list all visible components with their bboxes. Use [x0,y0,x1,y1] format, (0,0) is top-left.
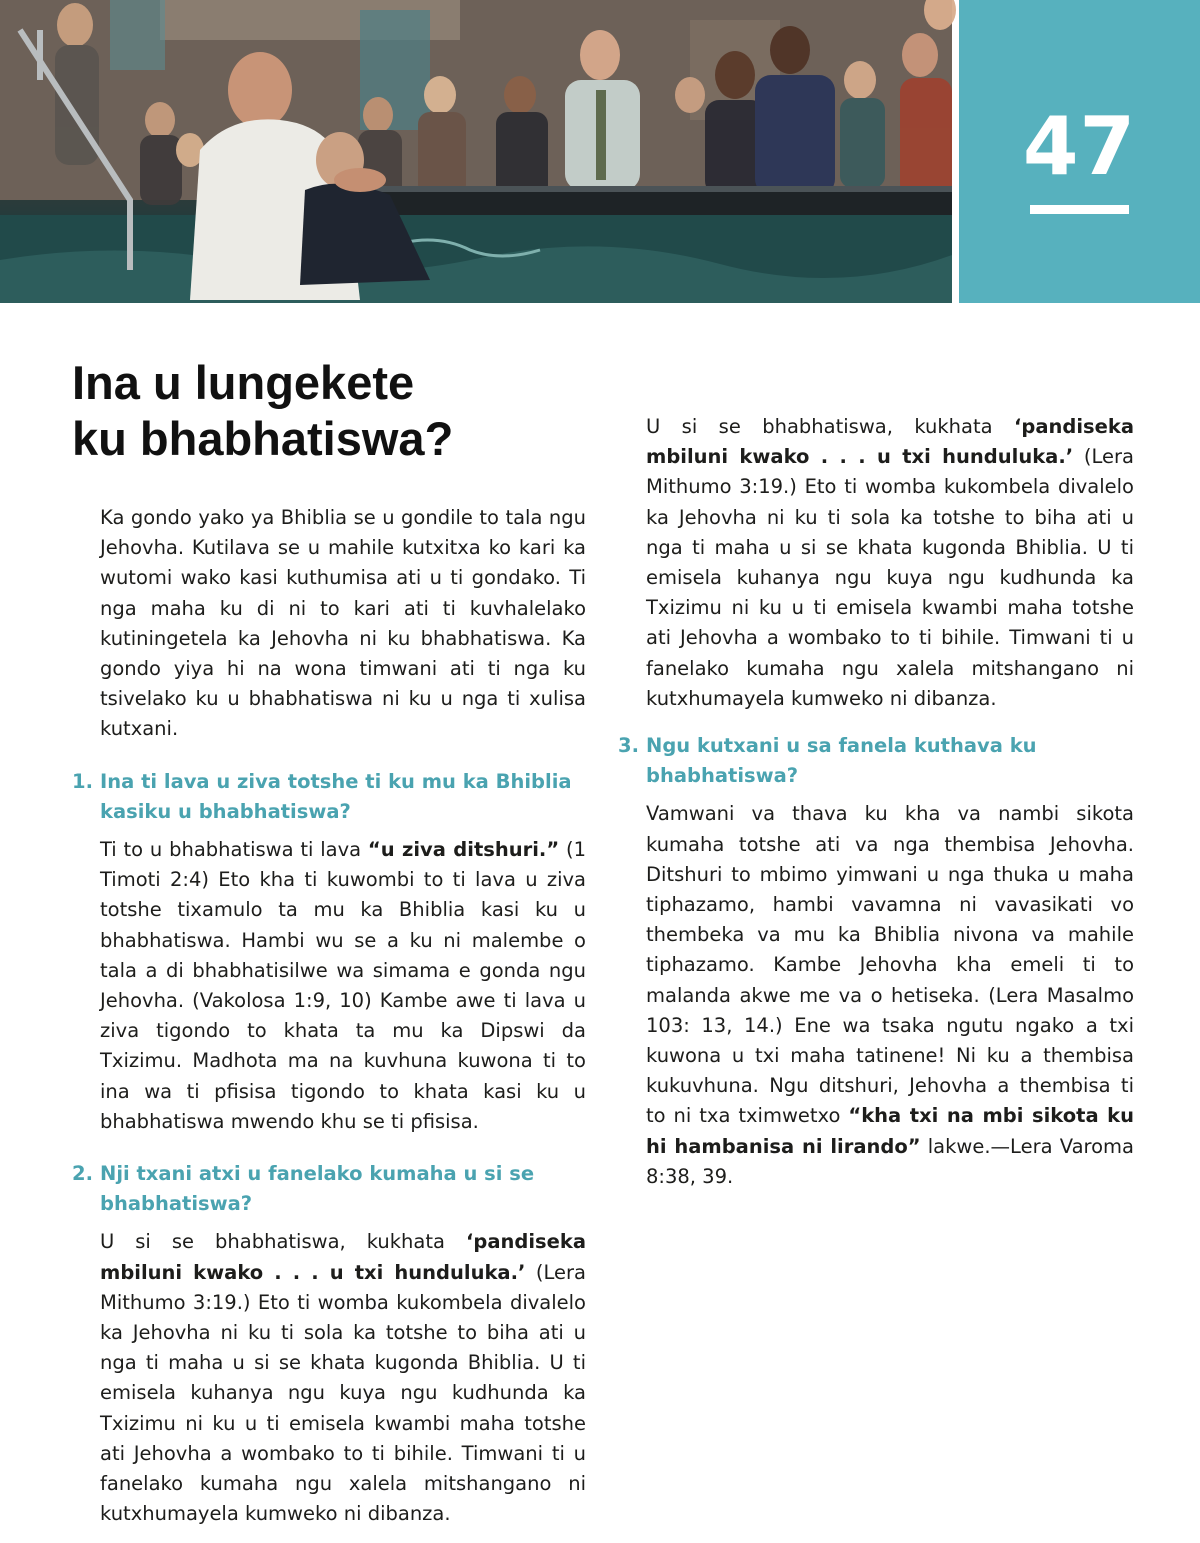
question-1-answer-start: Ti to u bhabhatiswa ti lava [100,838,368,862]
question-2-answer-start-continued: U si se bhabhatiswa, kukhata [646,415,1014,438]
question-2-heading [72,1159,586,1219]
question-2-answer-continued-text [646,412,1134,714]
baptism-photo [0,0,952,303]
question-1-answer-rest: (1 Timoti 2:4) Eto kha ti kuwombi to ti lava u ziva totshe tixamulo ta mu ka Bhiblia kasi ku u bhabhatiswa. Hambi wu se a ku ni malembe o tala a di bhabhatisilwe wa simama e gonda ngu Jehovha. (Vakolosa 1:9, 10) Kambe awe ti lava u ziva tigondo to khata ta mu ka Dipswi da Txizimu. Madhota ma na kuvhuna kuwona ti to ina wa ti pfisisa tigondo to khata kasi ku u bhabhatiswa mwendo khu se ti pfisisa. [100,838,586,1133]
question-1-answer [100,835,586,1137]
question-2-answer-start: U si se bhabhatiswa, kukhata [100,1230,466,1254]
question-3-heading [618,731,1134,791]
right-column [618,415,1135,1214]
question-3-answer-rest: lakwe.—Lera Varoma 8:38, 39. [646,1134,1134,1188]
question-2-answer-continued [618,415,1134,710]
question-3-answer-bold: “kha txi na mbi sikota ku hi hambanisa ni lirando” [646,1104,1135,1158]
question-3-text: Ngu kutxani u sa fanela kuthava ku bhabhatiswa? [646,734,1037,788]
question-2-answer-rest-continued: (Lera Mithumo 3:19.) Eto ti womba kukombela divalelo ka Jehovha ni ku ti sola ka totshe to biha ati u nga ti maha u si se khata kugonda Bhiblia. U ti emisela kuhanya ngu kuya ngu kudhunda ka Txizimu ni ku u ti emisela kwambi maha totshe ati Jehovha a wombako to ti bihile. Timwani ti u fanelako kumaha ngu xalela mitshangano ni kutxhumayela kumweko ni dibanza. [646,445,1134,710]
question-2-number: 2. [72,1162,93,1186]
page-title-line-2: ku bhabhatiswa? [72,412,454,465]
page-title [72,355,672,467]
lesson-number-badge [959,0,1200,303]
question-3-number: 3. [618,734,639,757]
lesson-number-underline [1030,205,1129,214]
left-column [72,503,586,1526]
question-3-answer-start: Vamwani va thava ku kha va nambi sikota kumaha totshe ati va nga thembisa Jehovha. Ditshuri to mbimo yimwani u nga thuka u maha tiphazamo, hambi vavamna ni vavasikati vo thembeka va mu ka Bhiblia nivona va mahile tiphazamo. Kambe Jehovha kha emeli ti to malanda akwe me va o hetiseka. (Lera Masalmo 103: 13, 14.) Ene wa tsaka ngutu ngako a txi kuwona u txi maha tatinene! Ni ku a thembisa kukuvhuna. Ngu ditshuri, Jehovha a thembisa ti to ni txa tximwetxo [646,802,1134,1128]
question-2-answer-bold-continued: ‘pandiseka mbiluni kwako . . . u txi hunduluka.’ [646,415,1134,469]
question-2-text: Nji txani atxi u fanelako kumaha u si se bhabhatiswa? [100,1162,535,1216]
lesson-number: 47 [1022,100,1137,193]
question-1-heading [72,767,586,827]
question-1-text: Ina ti lava u ziva totshe ti ku mu ka Bhiblia kasiku u bhabhatiswa? [100,769,572,823]
question-1-number: 1. [72,769,93,793]
question-2-answer-rest: (Lera Mithumo 3:19.) Eto ti womba kukombela divalelo ka Jehovha ni ku ti sola ka totshe to biha ati u nga ti maha u si se khata kugonda Bhiblia. U ti emisela kuhanya ngu kuya ngu kudhunda ka Txizimu ni ku u ti emisela kwambi maha totshe ati Jehovha a wombako to ti bihile. Timwani ti u fanelako kumaha ngu xalela mitshangano ni kutxhumayela kumweko ni dibanza. [100,1260,586,1526]
question-3-answer [646,799,1134,1192]
intro-paragraph: Ka gondo yako ya Bhiblia se u gondile to tala ngu Jehovha. Kutilava se u mahile kutxitxa ko kari ka wutomi wako kasi kuthumisa ati u ti gondako. Ti nga maha ku di ni to kari ati ti kuvhalelako kutiningetela ka Jehovha ni ku bhabhatiswa. Ka gondo yiya hi na wona timwani ati ti nga ku tsivelako ku u bhabhatiswa ni ku u nga ti xulisa kutxani. [100,506,586,741]
page-title-line-1: Ina u lungekete [72,356,415,409]
question-2-answer [100,1227,586,1526]
baptism-scene [0,0,952,303]
question-1-answer-bold: “u ziva ditshuri.” [367,838,560,862]
question-2-answer-bold: ‘pandiseka mbiluni kwako . . . u txi hunduluka.’ [100,1230,586,1284]
